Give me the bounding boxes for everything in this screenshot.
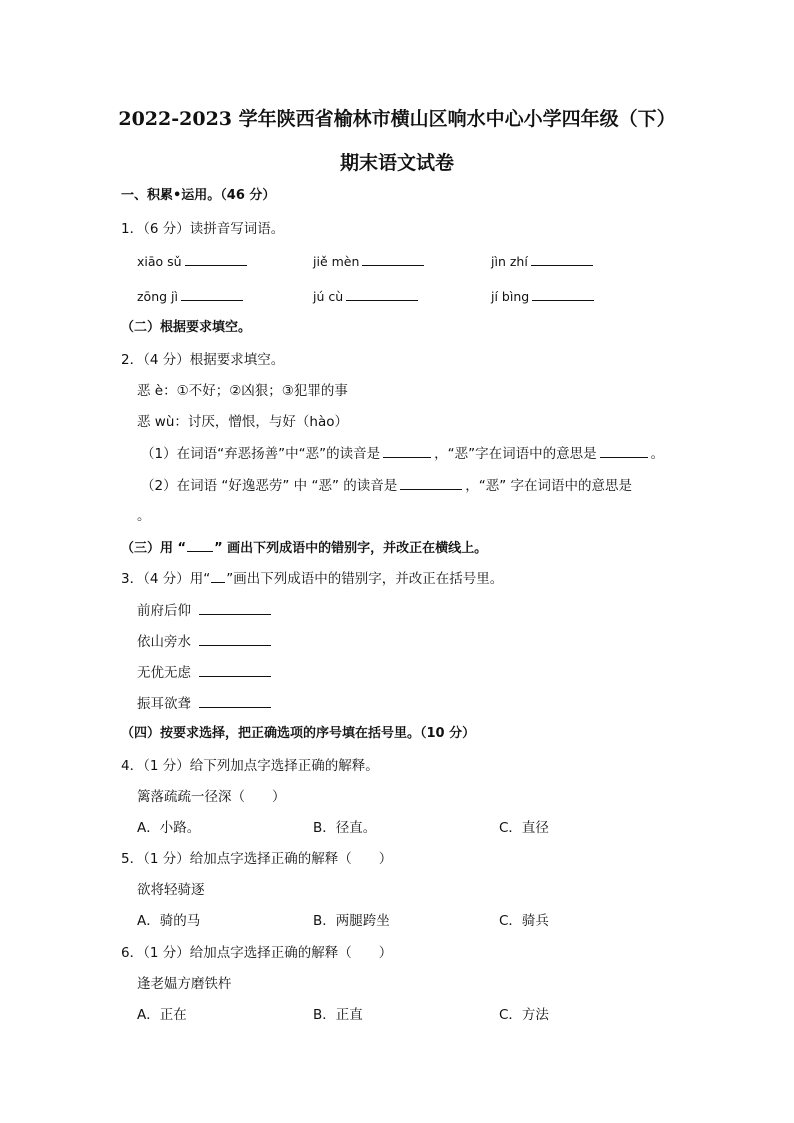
- answer-blank[interactable]: [383, 443, 431, 458]
- answer-blank[interactable]: [532, 286, 594, 301]
- question-6-stem: 6．（1 分）给加点字选择正确的解释（ ）: [121, 945, 393, 961]
- pinyin-text: jiě mèn: [313, 254, 360, 269]
- question-2-sub2: [141, 475, 632, 496]
- option-c[interactable]: C．直径: [499, 820, 549, 836]
- section-heading-3: [121, 537, 487, 559]
- idiom-text: 无优无虑: [137, 665, 191, 681]
- underline-mark: [211, 568, 225, 583]
- pinyin-item: [491, 251, 596, 272]
- option-b[interactable]: B．径直。: [313, 820, 377, 836]
- pinyin-item: [491, 286, 597, 307]
- pinyin-text: jìn zhí: [491, 254, 528, 269]
- sub1-text-b: ，“恶”字在词语中的意思是: [434, 446, 597, 462]
- section-heading-4: （四）按要求选择，把正确选项的序号填在括号里。（10 分）: [121, 726, 476, 741]
- question-5-stem: 5．（1 分）给加点字选择正确的解释（ ）: [121, 851, 393, 867]
- answer-blank[interactable]: [400, 475, 462, 490]
- option-a[interactable]: A．骑的马: [137, 913, 201, 929]
- definition-wu: 恶 wù：讨厌，憎恨，与好（hào）: [137, 414, 348, 430]
- question-6-phrase: 逢老媪方磨铁杵: [137, 976, 232, 992]
- question-3-stem: [121, 568, 503, 589]
- option-c[interactable]: C．骑兵: [499, 913, 549, 929]
- idiom-item: [137, 662, 274, 683]
- pinyin-item: [313, 251, 427, 272]
- answer-blank[interactable]: [199, 662, 271, 677]
- question-4-phrase: 篱落疏疏一径深（ ）: [137, 789, 286, 805]
- pinyin-text: zōng jì: [137, 289, 178, 304]
- answer-blank[interactable]: [362, 251, 424, 266]
- definition-e: 恶 è：①不好；②凶狠；③犯罪的事: [137, 383, 348, 399]
- idiom-text: 前府后仰: [137, 603, 191, 619]
- sub1-text-a: （1）在词语“弃恶扬善”中“恶”的读音是: [141, 446, 381, 462]
- idiom-text: 振耳欲聋: [137, 696, 191, 712]
- heading-3-text-a: （三）用 “: [121, 541, 187, 556]
- pinyin-item: [137, 251, 250, 272]
- question-4-stem: 4．（1 分）给下列加点字选择正确的解释。: [121, 758, 379, 774]
- answer-blank[interactable]: [199, 600, 271, 615]
- answer-blank[interactable]: [600, 443, 648, 458]
- answer-blank[interactable]: [346, 286, 418, 301]
- option-a[interactable]: A．正在: [137, 1007, 187, 1023]
- sub2-text-a: （2）在词语 “好逸恶劳” 中 “恶” 的读音是: [141, 478, 398, 494]
- pinyin-text: xiāo sǔ: [137, 254, 182, 269]
- option-c[interactable]: C．方法: [499, 1007, 549, 1023]
- option-b[interactable]: B．两腿跨坐: [313, 913, 390, 929]
- exam-title-line1: 2022-2023 学年陕西省榆林市横山区响水中心小学四年级（下）: [118, 108, 676, 130]
- answer-blank[interactable]: [185, 251, 247, 266]
- section-heading-1: 一、积累•运用。（46 分）: [121, 188, 276, 203]
- sub2-text-b: ，“恶” 字在词语中的意思是: [465, 478, 633, 494]
- idiom-item: [137, 631, 274, 652]
- q3-stem-a: 3．（4 分）用“: [121, 571, 211, 587]
- question-1-stem: 1．（6 分）读拼音写词语。: [121, 221, 285, 237]
- section-heading-2: （二）根据要求填空。: [121, 320, 252, 335]
- option-b[interactable]: B．正直: [313, 1007, 363, 1023]
- underline-mark: [187, 537, 213, 552]
- option-a[interactable]: A．小路。: [137, 820, 201, 836]
- pinyin-text: jí bìng: [491, 289, 530, 304]
- idiom-item: [137, 693, 274, 714]
- sub1-end: 。: [650, 446, 665, 462]
- answer-blank[interactable]: [199, 631, 271, 646]
- question-2-stem: 2．（4 分）根据要求填空。: [121, 352, 285, 368]
- answer-blank[interactable]: [181, 286, 243, 301]
- question-2-sub2-end: 。: [137, 508, 151, 524]
- exam-title-line2: 期末语文试卷: [339, 152, 454, 174]
- question-2-sub1: [141, 443, 664, 464]
- pinyin-text: jú cù: [313, 289, 344, 304]
- answer-blank[interactable]: [531, 251, 593, 266]
- answer-blank[interactable]: [199, 693, 271, 708]
- pinyin-item: [137, 286, 246, 307]
- idiom-text: 依山旁水: [137, 634, 191, 650]
- question-5-phrase: 欲将轻骑逐: [137, 882, 205, 898]
- pinyin-item: [313, 286, 421, 307]
- q3-stem-b: ”画出下列成语中的错别字，并改正在括号里。: [226, 571, 504, 587]
- idiom-item: [137, 600, 274, 621]
- heading-3-text-b: ” 画出下列成语中的错别字，并改正在横线上。: [214, 541, 488, 556]
